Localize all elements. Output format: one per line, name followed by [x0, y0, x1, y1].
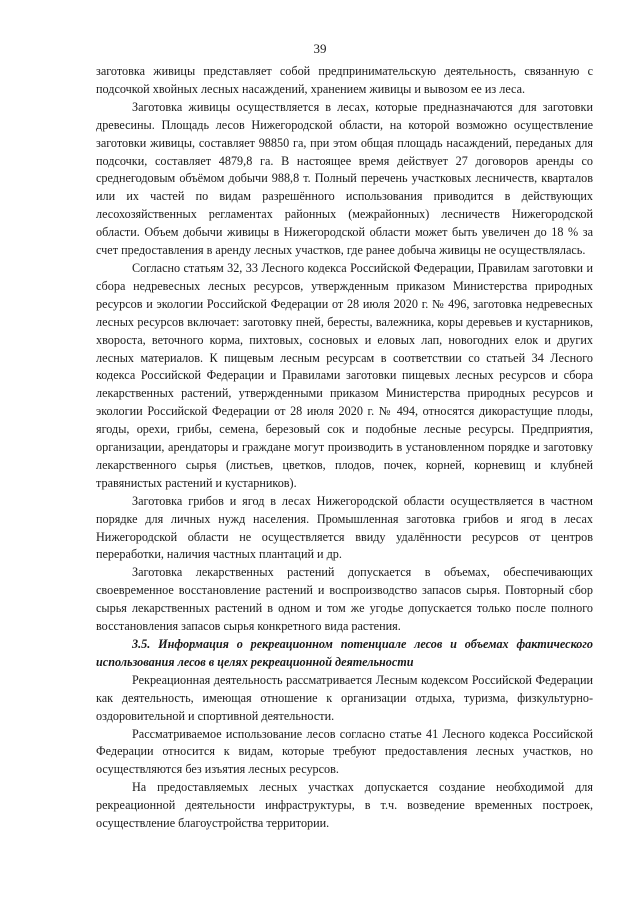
section-heading-3-5: 3.5. Информация о рекреационном потенциале лесов и объемах фактического использования лесов в целях рекреационной деятельности: [96, 637, 593, 669]
paragraph-recreational-activity: Рекреационная деятельность рассматривается Лесным кодексом Российской Федерации как деятельность, имеющая отношение к организации отдыха, туризма, физкультурно-оздоровительной и спортивной деятельности.: [96, 672, 593, 723]
paragraph-infrastructure: На предоставляемых лесных участках допускается создание необходимой для рекреационной деятельности инфраструктуры, в т.ч. возведение временных построек, осуществление благоустройства территории.: [96, 780, 593, 831]
paragraph-article-41: Рассматриваемое использование лесов согласно статье 41 Лесного кодекса Российской Федерации относится к видам, которые требуют предоставления лесных участков, но осуществляются без изъятия лесных ресурсов.: [96, 726, 593, 777]
paragraph-mushrooms-berries: Заготовка грибов и ягод в лесах Нижегородской области осуществляется в частном порядке для личных нужд населения. Промышленная заготовка грибов и ягод в лесах Нижегородской области не осуществляется ввиду удалённости ресурсов от центров переработки, наличия частных плантаций и др.: [96, 493, 593, 562]
paragraph-resin-harvesting: Заготовка живицы осуществляется в лесах, которые предназначаются для заготовки древесины. Площадь лесов Нижегородской области, на которой возможно осуществление заготовки живицы, составляет 98850 га, при этом общая площадь насаждений, переданых для подсочки, составляет 4879,8 га. В настоящее время действует 27 договоров аренды со среднегодовым объёмом добычи 988,8 т. Полный перечень участковых лесничеств, кварталов или их частей по видам разрешённого использования приводится в действующих лесохозяйственных регламентах районных (межрайонных) лесничеств Нижегородской области. Объем добычи живицы в Нижегородской области может быть увеличен до 18 % за счет предоставления в аренду лесных участков, где ранее добыча живицы не осуществлялась.: [96, 99, 593, 258]
document-body: [96, 63, 593, 833]
page-number: 39: [313, 41, 327, 56]
paragraph-medicinal-plants: Заготовка лекарственных растений допускается в объемах, обеспечивающих своевременное восстановление растений и воспроизводство запасов сырья. Повторный сбор сырья лекарственных растений в одном и том же угодье допускается только после полного восстановления запасов сырья конкретного вида растения.: [96, 565, 593, 634]
paragraph-resin-continuation: заготовка живицы представляет собой предпринимательскую деятельность, связанную с подсочкой хвойных лесных насаждений, хранением живицы и вывозом ее из леса.: [96, 64, 593, 96]
paragraph-non-timber-resources: Согласно статьям 32, 33 Лесного кодекса Российской Федерации, Правилам заготовки и сбора недревесных лесных ресурсов, утвержденным приказом Министерства природных ресурсов и экологии Российской Федерации от 28 июля 2020 г. № 496, заготовка недревесных лесных ресурсов включает: заготовку пней, бересты, валежника, коры деревьев и кустарников, хвороста, веточного корма, пихтовых, сосновых и еловых лап, новогодних елок и других лесных материалов. К пищевым лесным ресурсам в соответствии со статьей 34 Лесного кодекса Российской Федерации и Правилами заготовки пищевых лесных ресурсов и сбора лекарственных растений, утвержденными приказом Министерства природных ресурсов и экологии Российской Федерации от 28 июля 2020 г. № 494, относятся дикорастущие плоды, ягоды, орехи, грибы, семена, березовый сок и подобные лесные ресурсы. Предприятия, организации, арендаторы и граждане могут производить в установленном порядке и заготовку лекарственного сырья (листьев, цветков, плодов, почек, корней, корневищ и клубней травянистых растений и кустарников).: [96, 260, 593, 490]
